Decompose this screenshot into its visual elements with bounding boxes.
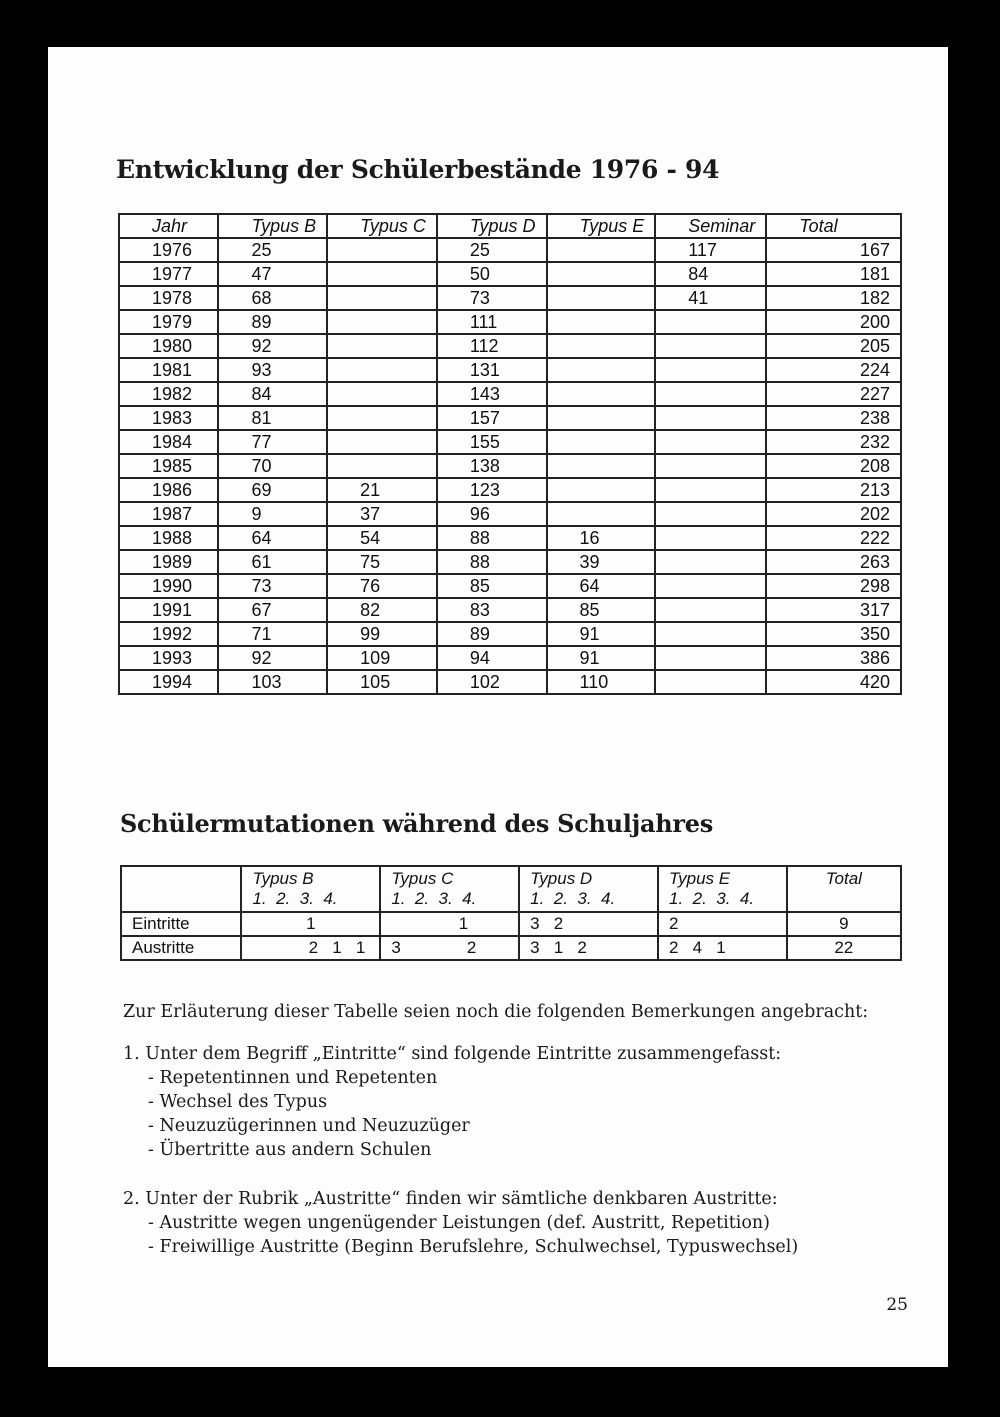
table-cell: 92 — [218, 646, 327, 670]
table-cell: 71 — [218, 622, 327, 646]
table-cell: 16 — [547, 526, 656, 550]
year-cell: 1994 — [119, 670, 218, 694]
table-cell: 68 — [218, 286, 327, 310]
year-cell: 1981 — [119, 358, 218, 382]
table-cell: 22 — [787, 936, 901, 960]
note-list-austritte — [123, 1187, 798, 1259]
table-cell — [547, 478, 656, 502]
year-cell: 1988 — [119, 526, 218, 550]
table-cell: 102 — [437, 670, 547, 694]
year-cell: 1984 — [119, 430, 218, 454]
table-cell — [655, 310, 766, 334]
table-row — [119, 430, 901, 454]
year-cell: 1979 — [119, 310, 218, 334]
year-cell: 1977 — [119, 262, 218, 286]
table-cell: 84 — [218, 382, 327, 406]
table-cell — [655, 334, 766, 358]
column-header: Seminar — [655, 214, 766, 238]
table-cell: 64 — [218, 526, 327, 550]
column-header-sub: 1. 2. 3. 4. — [391, 889, 477, 908]
list-item: - Übertritte aus andern Schulen — [148, 1140, 432, 1160]
table-cell — [655, 622, 766, 646]
total-cell: 181 — [766, 262, 901, 286]
table-row — [119, 502, 901, 526]
column-header — [658, 866, 787, 912]
table-cell: 76 — [327, 574, 437, 598]
table-cell: 77 — [218, 430, 327, 454]
table-cell: 157 — [437, 406, 547, 430]
table-cell: 109 — [327, 646, 437, 670]
table-cell: 131 — [437, 358, 547, 382]
column-header-sub: 1. 2. 3. 4. — [252, 889, 338, 908]
total-cell: 386 — [766, 646, 901, 670]
table-cell: 1 — [241, 912, 380, 936]
list-item: - Repetentinnen und Repetenten — [148, 1068, 438, 1088]
column-header: Typus D — [437, 214, 547, 238]
document-page — [48, 47, 948, 1367]
table-cell — [655, 478, 766, 502]
table-cell: 69 — [218, 478, 327, 502]
total-cell: 208 — [766, 454, 901, 478]
table-cell: 41 — [655, 286, 766, 310]
year-cell: 1985 — [119, 454, 218, 478]
table-cell: 39 — [547, 550, 656, 574]
table-row — [119, 286, 901, 310]
table-cell — [327, 406, 437, 430]
table-cell: 2 1 1 — [241, 936, 380, 960]
table-row — [119, 550, 901, 574]
table-cell: 73 — [218, 574, 327, 598]
table-cell: 112 — [437, 334, 547, 358]
table-cell: 93 — [218, 358, 327, 382]
column-header — [787, 866, 901, 912]
table-cell: 85 — [437, 574, 547, 598]
table-cell — [547, 334, 656, 358]
list-item: - Austritte wegen ungenügender Leistungen (def. Austritt, Repetition) — [148, 1213, 770, 1233]
table-row — [119, 358, 901, 382]
table-cell — [327, 334, 437, 358]
table-cell: 138 — [437, 454, 547, 478]
table-cell — [327, 358, 437, 382]
total-cell: 298 — [766, 574, 901, 598]
table-row — [121, 912, 901, 936]
section-heading-bestaende: Entwicklung der Schülerbestände 1976 - 94 — [116, 155, 720, 184]
table-cell: 117 — [655, 238, 766, 262]
table-cell — [655, 646, 766, 670]
table-cell: 88 — [437, 550, 547, 574]
intro-text: Zur Erläuterung dieser Tabelle seien noch die folgenden Bemerkungen angebracht: — [123, 1002, 869, 1022]
table-cell: 81 — [218, 406, 327, 430]
column-header-sub: 1. 2. 3. 4. — [530, 889, 616, 908]
table-cell: 88 — [437, 526, 547, 550]
table-cell: 25 — [218, 238, 327, 262]
table-cell: 25 — [437, 238, 547, 262]
year-cell: 1991 — [119, 598, 218, 622]
table-cell: 9 — [218, 502, 327, 526]
table-cell: 54 — [327, 526, 437, 550]
enrollment-table-body — [119, 238, 901, 694]
column-header — [380, 866, 519, 912]
total-cell: 263 — [766, 550, 901, 574]
table-cell — [655, 382, 766, 406]
table-cell — [655, 598, 766, 622]
table-cell: 82 — [327, 598, 437, 622]
table-cell — [655, 358, 766, 382]
table-row — [119, 574, 901, 598]
table-cell: 89 — [218, 310, 327, 334]
table-cell: 70 — [218, 454, 327, 478]
table-cell — [655, 550, 766, 574]
table-row — [119, 478, 901, 502]
total-cell: 182 — [766, 286, 901, 310]
table-cell: 50 — [437, 262, 547, 286]
column-header-sub: 1. 2. 3. 4. — [669, 889, 755, 908]
total-cell: 202 — [766, 502, 901, 526]
table-cell: 143 — [437, 382, 547, 406]
column-header — [241, 866, 380, 912]
table-cell — [327, 238, 437, 262]
table-cell: 103 — [218, 670, 327, 694]
section-heading-mutationen: Schülermutationen während des Schuljahres — [120, 809, 713, 838]
table-cell: 84 — [655, 262, 766, 286]
table-cell — [327, 430, 437, 454]
table-cell: 37 — [327, 502, 437, 526]
table-header-row — [121, 866, 901, 912]
table-cell — [547, 406, 656, 430]
total-cell: 222 — [766, 526, 901, 550]
table-cell — [655, 406, 766, 430]
table-cell: 91 — [547, 622, 656, 646]
table-cell: 99 — [327, 622, 437, 646]
table-cell: 92 — [218, 334, 327, 358]
table-cell — [655, 430, 766, 454]
table-cell: 75 — [327, 550, 437, 574]
table-row — [119, 262, 901, 286]
table-cell — [327, 382, 437, 406]
column-header-name: Total — [825, 869, 862, 888]
mutations-table — [120, 865, 902, 961]
table-cell: 96 — [437, 502, 547, 526]
table-cell: 2 4 1 — [658, 936, 787, 960]
table-row — [119, 310, 901, 334]
table-row — [119, 334, 901, 358]
table-header-row — [119, 214, 901, 238]
table-cell: 155 — [437, 430, 547, 454]
page-number: 25 — [886, 1295, 908, 1315]
table-cell: 1 — [380, 912, 519, 936]
enrollment-table — [118, 213, 902, 695]
table-row — [119, 454, 901, 478]
column-header-name: Typus E — [669, 869, 731, 888]
table-cell: 61 — [218, 550, 327, 574]
table-cell — [655, 454, 766, 478]
column-header-name: Typus C — [391, 869, 454, 888]
row-label: Eintritte — [121, 912, 241, 936]
table-row — [119, 622, 901, 646]
total-cell: 232 — [766, 430, 901, 454]
table-cell — [547, 310, 656, 334]
table-cell — [327, 286, 437, 310]
table-cell: 64 — [547, 574, 656, 598]
table-cell: 9 — [787, 912, 901, 936]
total-cell: 317 — [766, 598, 901, 622]
column-header: Typus E — [547, 214, 656, 238]
column-header: Typus C — [327, 214, 437, 238]
year-cell: 1989 — [119, 550, 218, 574]
total-cell: 238 — [766, 406, 901, 430]
table-cell — [547, 430, 656, 454]
table-cell — [655, 526, 766, 550]
table-row — [119, 382, 901, 406]
note-title: 2. Unter der Rubrik „Austritte“ finden wir sämtliche denkbaren Austritte: — [123, 1189, 778, 1209]
table-row — [119, 646, 901, 670]
column-header: Typus B — [218, 214, 327, 238]
table-cell — [327, 454, 437, 478]
total-cell: 350 — [766, 622, 901, 646]
table-cell: 67 — [218, 598, 327, 622]
year-cell: 1992 — [119, 622, 218, 646]
table-cell — [547, 382, 656, 406]
table-cell: 85 — [547, 598, 656, 622]
table-cell — [327, 262, 437, 286]
total-cell: 224 — [766, 358, 901, 382]
table-row — [121, 936, 901, 960]
row-label: Austritte — [121, 936, 241, 960]
table-cell: 47 — [218, 262, 327, 286]
total-cell: 200 — [766, 310, 901, 334]
table-cell — [655, 670, 766, 694]
list-item: - Neuzuzügerinnen und Neuzuzüger — [148, 1116, 470, 1136]
note-list-eintritte — [123, 1042, 781, 1162]
list-item: - Wechsel des Typus — [148, 1092, 328, 1112]
column-header — [519, 866, 658, 912]
column-header-name: Typus B — [252, 869, 314, 888]
list-item: - Freiwillige Austritte (Beginn Berufslehre, Schulwechsel, Typuswechsel) — [148, 1237, 799, 1257]
table-cell: 3 1 2 — [519, 936, 658, 960]
empty-header-cell — [121, 866, 241, 912]
table-cell — [547, 238, 656, 262]
year-cell: 1980 — [119, 334, 218, 358]
table-row — [119, 406, 901, 430]
table-cell: 105 — [327, 670, 437, 694]
year-cell: 1993 — [119, 646, 218, 670]
table-cell — [547, 262, 656, 286]
total-cell: 167 — [766, 238, 901, 262]
total-cell: 213 — [766, 478, 901, 502]
table-cell — [547, 454, 656, 478]
year-cell: 1976 — [119, 238, 218, 262]
table-cell: 21 — [327, 478, 437, 502]
table-cell — [547, 502, 656, 526]
table-cell: 111 — [437, 310, 547, 334]
table-cell — [327, 310, 437, 334]
year-cell: 1986 — [119, 478, 218, 502]
column-header: Total — [766, 214, 901, 238]
note-title: 1. Unter dem Begriff „Eintritte“ sind folgende Eintritte zusammengefasst: — [123, 1044, 782, 1064]
year-cell: 1987 — [119, 502, 218, 526]
table-cell: 3 2 — [519, 912, 658, 936]
total-cell: 420 — [766, 670, 901, 694]
year-cell: 1983 — [119, 406, 218, 430]
total-cell: 227 — [766, 382, 901, 406]
table-cell — [547, 358, 656, 382]
year-cell: 1990 — [119, 574, 218, 598]
table-cell: 110 — [547, 670, 656, 694]
total-cell: 205 — [766, 334, 901, 358]
table-cell — [655, 574, 766, 598]
table-row — [119, 238, 901, 262]
table-cell: 89 — [437, 622, 547, 646]
table-row — [119, 598, 901, 622]
column-header: Jahr — [119, 214, 218, 238]
column-header-name: Typus D — [530, 869, 593, 888]
table-cell — [655, 502, 766, 526]
table-cell: 73 — [437, 286, 547, 310]
table-cell: 2 — [658, 912, 787, 936]
year-cell: 1982 — [119, 382, 218, 406]
table-cell: 83 — [437, 598, 547, 622]
table-cell: 94 — [437, 646, 547, 670]
table-cell: 3 2 — [380, 936, 519, 960]
table-row — [119, 670, 901, 694]
table-row — [119, 526, 901, 550]
table-cell: 123 — [437, 478, 547, 502]
year-cell: 1978 — [119, 286, 218, 310]
table-cell — [547, 286, 656, 310]
table-cell: 91 — [547, 646, 656, 670]
